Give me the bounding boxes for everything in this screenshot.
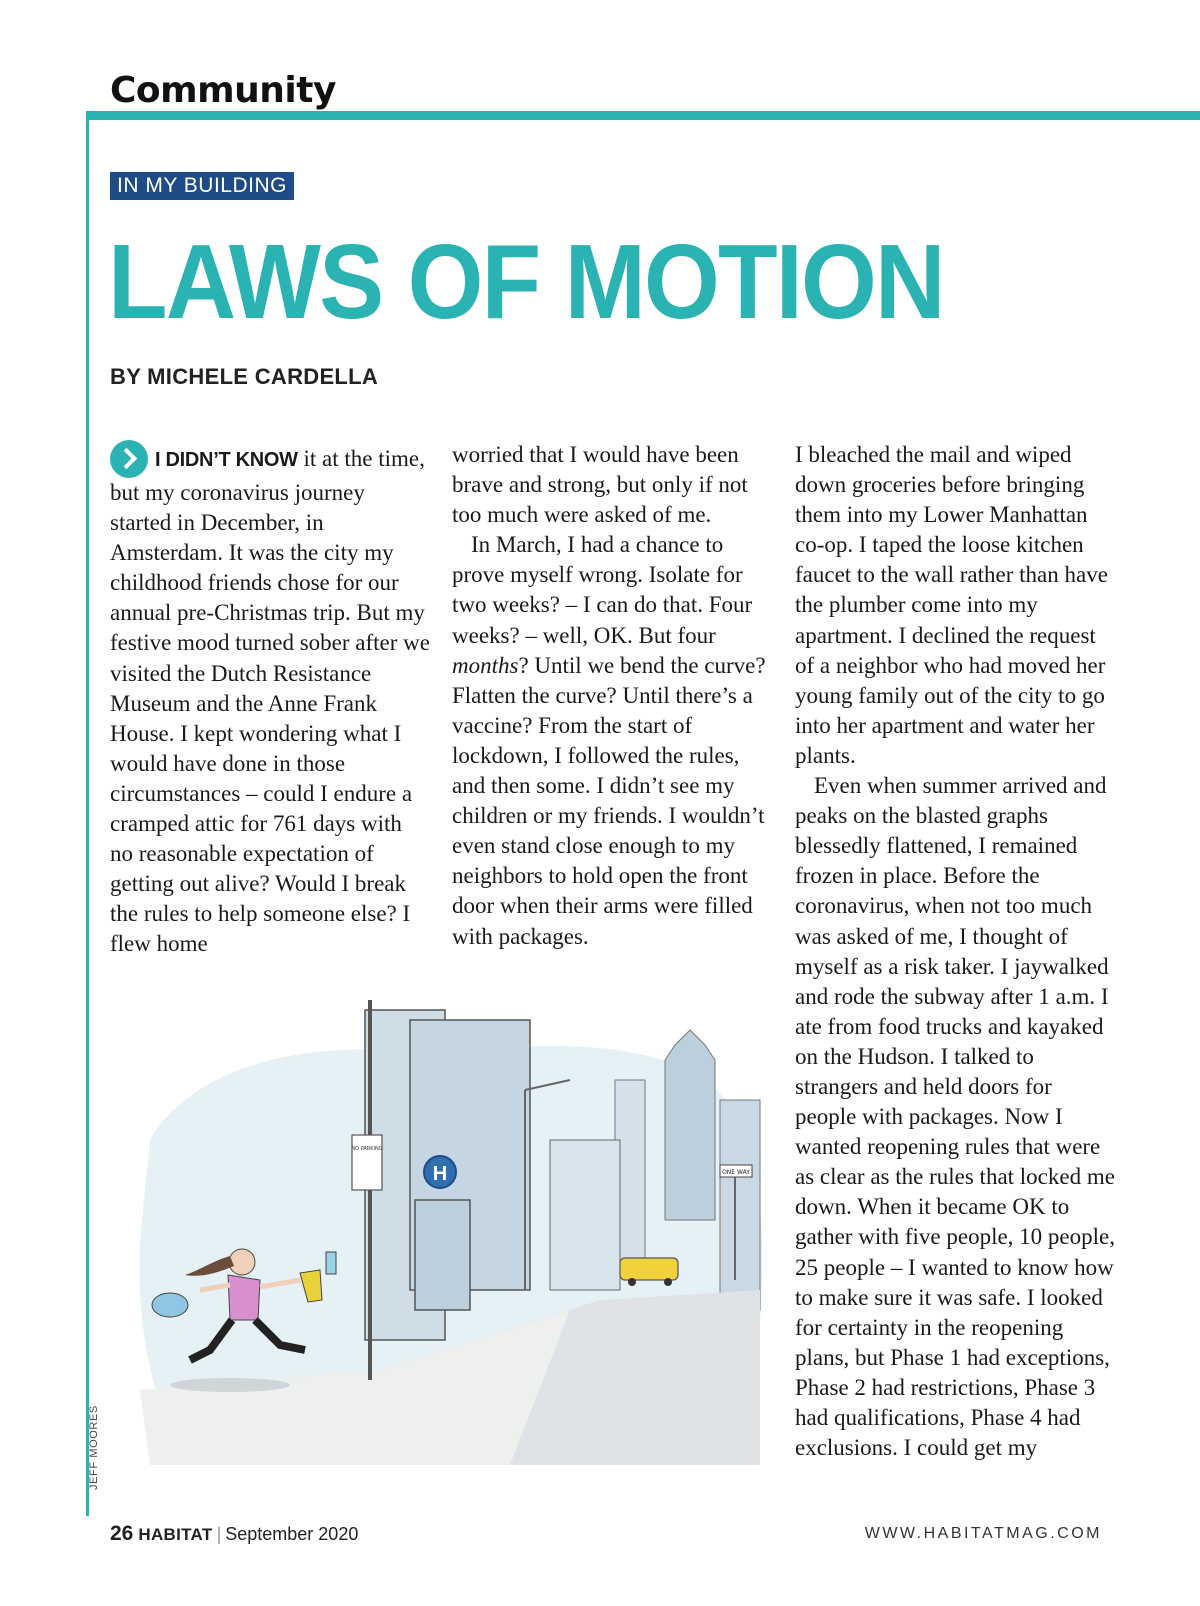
hospital-sign-letter: H [432, 1163, 448, 1185]
byline: BY MICHELE CARDELLA [110, 364, 379, 389]
woman-shadow [170, 1378, 290, 1392]
building-mid [550, 1140, 620, 1290]
body-column-1 [110, 440, 430, 960]
face-mask-in-hand [152, 1293, 188, 1317]
headline: LAWS OF MOTION [108, 223, 944, 341]
lead-in: I DIDN’T KNOW [155, 449, 298, 471]
magazine-name: HABITAT [138, 1525, 213, 1544]
one-way-sign-text: ONE WAY [722, 1169, 750, 1176]
woman-head [229, 1249, 255, 1275]
street-illustration [130, 990, 780, 1470]
body-column-2 [452, 440, 772, 952]
no-parking-sign [352, 1135, 382, 1190]
photo-credit: JEFF MOORES [88, 1405, 100, 1490]
issue-date: September 2020 [225, 1524, 359, 1544]
spray-bottle [326, 1252, 336, 1274]
no-parking-sign-text: NO PARKING [351, 1146, 383, 1152]
body-paragraph [452, 530, 772, 951]
skyscraper [665, 1030, 715, 1220]
body-paragraph: I bleached the mail and wiped down groceries before bringing them into my Lower Manhattan co-op. I taped the loose kitchen faucet to the wall rather than have the plumber come into my apartment. I declined the request of a neighbor who had moved her young family out of the city to go into her apartment and water her plants. [795, 442, 1108, 768]
section-title: Community [110, 70, 336, 111]
header-rule [86, 111, 1200, 120]
magazine-url: WWW.HABITATMAG.COM [864, 1525, 1102, 1542]
body-paragraph: Even when summer arrived and peaks on the blasted graphs blessedly flattened, I remained frozen in place. Before the coronavirus, when not too much was asked of me, I thought of myself as a risk taker. I jaywalked and rode the subway after 1 a.m. I ate from food trucks and kayaked on the Hudson. I talked to strangers and held doors for people with packages. Now I wanted reopening rules that were as clear as the rules that locked me down. When it became OK to gather with five people, 10 people, 25 people – I wanted to know how to make sure it was safe. I looked for certainty in the reopening plans, but Phase 1 had exceptions, Phase 2 had restrictions, Phase 3 had qualifications, Phase 4 had exclusions. I could get my [795, 773, 1115, 1461]
margin-rule [86, 111, 89, 1516]
body-text: In March, I had a chance to prove myself wrong. Isolate for two weeks? – I can do that. Four weeks? – well, OK. But four [452, 532, 753, 648]
chevron-right-icon [110, 440, 148, 478]
woman-body [228, 1275, 260, 1320]
doorway [415, 1200, 470, 1310]
folio [110, 1522, 358, 1546]
folio-separator: | [216, 1524, 222, 1544]
body-column-3 [795, 440, 1115, 1463]
body-text: ? Until we bend the curve? Flatten the curve? Until there’s a vaccine? From the start of lockdown, I followed the rules, and then some. I didn’t see my children or my friends. I wouldn’t even stand close enough to my neighbors to hold open the front door when their arms were filled with packages. [452, 652, 766, 949]
kicker-label: IN MY BUILDING [110, 172, 294, 200]
taxi-wheel [664, 1278, 672, 1286]
building-right [720, 1100, 760, 1310]
emphasis-text: months [452, 652, 519, 678]
page-number: 26 [110, 1522, 134, 1545]
body-text: it at the time, but my coronavirus journey started in December, in Amsterdam. It was the city my childhood friends chose for our annual pre-Christmas trip. But my festive mood turned sober after we visited the Dutch Resistance Museum and the Anne Frank House. I kept wondering what I would have done in those circumstances – could I endure a cramped attic for 761 days with no reasonable expectation of getting out alive? Would I break the rules to help someone else? I flew home [110, 446, 430, 957]
taxi-wheel [628, 1278, 636, 1286]
body-paragraph: worried that I would have been brave and strong, but only if not too much were asked of me. [452, 442, 748, 528]
taxi [620, 1258, 678, 1280]
